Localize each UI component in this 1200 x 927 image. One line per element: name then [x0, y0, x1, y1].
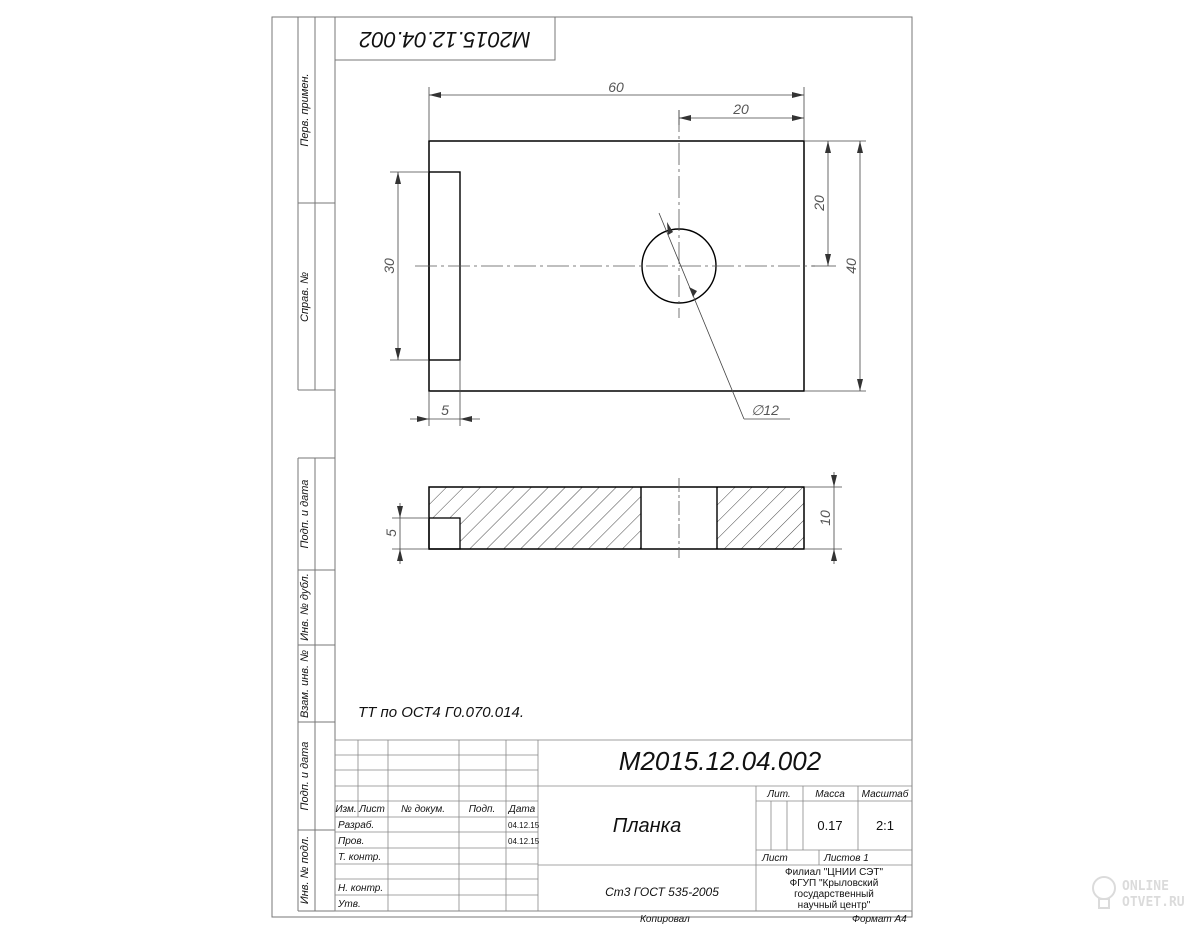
dup-inv-label: Инв. № дубл. [299, 573, 311, 641]
dim-thickness: 10 [817, 510, 833, 526]
footer-copied: Копировал [640, 914, 690, 925]
document-code: M2015.12.04.002 [618, 746, 822, 776]
dim-step-depth: 5 [383, 529, 399, 537]
part-name: Планка [612, 815, 682, 837]
row-label: Т. контр. [338, 852, 382, 863]
header-sheet: Лист [359, 804, 385, 815]
lit-label: Лит. [767, 789, 791, 800]
header-sign: Подп. [468, 804, 496, 815]
first-use-label: Перв. примен. [299, 73, 311, 147]
outer-border [272, 17, 912, 917]
sheet-label: Лист [762, 853, 788, 864]
sign-date-label-1: Подп. и дата [299, 479, 311, 549]
org-line-2: ФГУП "Крыловский [789, 878, 879, 889]
row-label: Н. контр. [338, 883, 384, 894]
row-label: Разраб. [338, 820, 375, 831]
org-line-1: Филиал "ЦНИИ СЭТ" [784, 867, 884, 878]
header-change: Изм. [335, 804, 357, 815]
material: Ст3 ГОСТ 535-2005 [605, 885, 719, 899]
technical-note: ТТ по ОСТ4 Г0.070.014. [358, 704, 524, 721]
dim-overall-length: 60 [608, 79, 624, 95]
org-line-4: научный центр" [797, 900, 871, 911]
watermark-line-1: ONLINE [1122, 879, 1169, 894]
row-label: Утв. [338, 899, 361, 910]
orig-inv-label: Инв. № подл. [299, 835, 311, 905]
top-view [415, 110, 815, 391]
org-line-3: государственный [794, 889, 874, 900]
inner-frame [335, 17, 912, 911]
row-label: Пров. [338, 836, 365, 847]
lightbulb-icon [1093, 877, 1115, 908]
footer-format: Формат А4 [852, 914, 907, 925]
sheets-label: Листов 1 [824, 853, 869, 864]
header-date: Дата [508, 804, 536, 815]
watermark [1093, 877, 1185, 910]
section-view [429, 478, 804, 558]
top-view-dimensions [390, 87, 866, 426]
scale-label: Масштаб [861, 789, 909, 800]
row-date: 04.12.15 [508, 821, 540, 830]
sign-date-label-2: Подп. и дата [299, 741, 311, 811]
dim-slot-width: 5 [441, 402, 449, 418]
mass-label: Масса [815, 789, 845, 800]
watermark-line-2: OTVET.RU [1122, 895, 1185, 910]
dim-hole-offset-x: 20 [733, 101, 749, 117]
side-column-top [298, 17, 335, 390]
dim-hole-diameter: ∅12 [751, 402, 779, 418]
dim-slot-length: 30 [381, 258, 397, 274]
row-date: 04.12.15 [508, 837, 540, 846]
mass-value: 0.17 [817, 818, 843, 833]
scale-value: 2:1 [875, 818, 895, 833]
header-doc-no: № докум. [400, 804, 446, 815]
dim-hole-offset-y: 20 [811, 195, 827, 211]
step-cutout [429, 518, 460, 549]
dim-overall-width: 40 [843, 258, 859, 274]
interchange-inv-label: Взам. инв. № [299, 649, 311, 719]
reference-label: Справ. № [299, 272, 311, 322]
rotated-document-code: M2015.12.04.002 [359, 27, 531, 53]
